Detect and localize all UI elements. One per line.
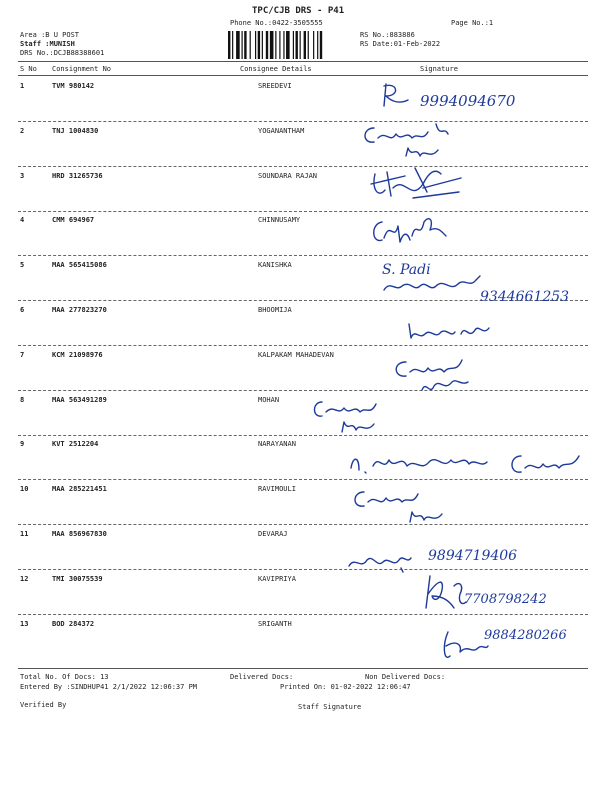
barcode-bar: [232, 31, 233, 59]
signature-scribble: [378, 80, 418, 114]
barcode-bar: [283, 31, 284, 59]
row-sno: 12: [20, 575, 29, 583]
staff: Staff :MUNISH: [20, 40, 75, 48]
row-consignment-no: MAA 563491289: [52, 396, 107, 404]
row-sno: 1: [20, 82, 25, 90]
entered-by: Entered By :SINDHUP41 2/1/2022 12:06:37 PM: [20, 683, 198, 691]
signature-scribble: [350, 486, 470, 528]
barcode-bar: [250, 31, 251, 59]
row-sno: 7: [20, 351, 25, 359]
barcode-bar: [279, 31, 280, 59]
barcode-bar: [242, 31, 243, 59]
row-sno: 5: [20, 261, 25, 269]
row-separator: [18, 435, 588, 436]
barcode-bar: [228, 31, 230, 59]
handwritten-signer-name: S. Padi: [382, 262, 431, 278]
barcode-bar: [304, 31, 306, 59]
signature-scribble: [365, 162, 475, 204]
row-separator: [18, 524, 588, 525]
col-consignee: Consignee Details: [240, 65, 312, 73]
rs-number: RS No.:883886: [360, 31, 415, 39]
row-consignee: KANISHKA: [258, 261, 292, 269]
row-consignee: SRIGANTH: [258, 620, 292, 628]
barcode-bar: [300, 31, 301, 59]
barcode-bar: [262, 31, 263, 59]
row-consignee: DEVARAJ: [258, 530, 288, 538]
barcode-bar: [244, 31, 246, 59]
row-consignee: KALPAKAM MAHADEVAN: [258, 351, 334, 359]
row-consignment-no: MAA 856967830: [52, 530, 107, 538]
barcode-bar: [293, 31, 294, 59]
row-separator: [18, 211, 588, 212]
total-docs: Total No. Of Docs: 13: [20, 673, 109, 681]
col-signature: Signature: [420, 65, 458, 73]
document-title: TPC/CJB DRS - P41: [252, 6, 345, 16]
row-sno: 10: [20, 485, 29, 493]
signature-scribble: [420, 572, 470, 616]
drs-number: DRS No.:DCJB88388601: [20, 49, 105, 57]
barcode-bar: [275, 31, 276, 59]
area: Area :B U POST: [20, 31, 80, 39]
row-consignment-no: TMI 30075539: [52, 575, 103, 583]
row-consignee: SOUNDARA RAJAN: [258, 172, 318, 180]
row-consignment-no: HRD 31265736: [52, 172, 103, 180]
handwritten-phone: 7708798242: [464, 592, 547, 607]
row-separator: [18, 569, 588, 570]
row-consignment-no: TVM 980142: [52, 82, 95, 90]
signature-scribble: [440, 626, 490, 666]
signature-scribble: [345, 444, 590, 484]
row-consignment-no: TNJ 1004830: [52, 127, 99, 135]
row-consignee: CHINNUSAMY: [258, 216, 301, 224]
row-sno: 6: [20, 306, 25, 314]
delivered-docs: Delivered Docs:: [230, 673, 294, 681]
handwritten-phone: 9994094670: [420, 92, 516, 110]
non-delivered-docs: Non Delivered Docs:: [365, 673, 446, 681]
row-sno: 11: [20, 530, 29, 538]
row-consignee: RAVIMOULI: [258, 485, 296, 493]
signature-scribble: [310, 396, 390, 440]
signature-scribble: [390, 352, 490, 404]
row-consignee: MOHAN: [258, 396, 280, 404]
row-consignment-no: KCM 21098976: [52, 351, 103, 359]
rs-date: RS Date:01-Feb-2022: [360, 40, 441, 48]
row-consignment-no: MAA 565415086: [52, 261, 107, 269]
row-separator: [18, 121, 588, 122]
col-sno: S No: [20, 65, 37, 73]
handwritten-phone: 9344661253: [480, 289, 570, 305]
barcode-bar: [317, 31, 318, 59]
barcode-bar: [266, 31, 268, 59]
header-top-rule: [18, 61, 588, 62]
row-consignee: SREEDEVI: [258, 82, 292, 90]
row-consignee: NARAYANAN: [258, 440, 296, 448]
row-sno: 13: [20, 620, 29, 628]
verified-by: Verified By: [20, 701, 67, 709]
row-consignment-no: MAA 285221451: [52, 485, 107, 493]
handwritten-phone: 9894719406: [428, 548, 518, 564]
barcode-bar: [258, 31, 260, 59]
row-consignment-no: KVT 2512204: [52, 440, 99, 448]
barcode-bar: [308, 31, 309, 59]
barcode-bar: [236, 31, 240, 59]
barcode-bar: [286, 31, 290, 59]
staff-signature: Staff Signature: [298, 703, 362, 711]
row-sno: 3: [20, 172, 25, 180]
row-sno: 9: [20, 440, 25, 448]
barcode-bar: [320, 31, 322, 59]
row-sno: 2: [20, 127, 25, 135]
phone-number: Phone No.:0422-3505555: [230, 19, 323, 27]
barcode-bar: [296, 31, 298, 59]
signature-scribble: [368, 212, 452, 252]
page-number: Page No.:1: [451, 19, 494, 27]
row-separator: [18, 345, 588, 346]
handwritten-phone: 9884280266: [484, 628, 567, 643]
row-consignee: YOGANANTHAM: [258, 127, 305, 135]
row-sno: 8: [20, 396, 25, 404]
footer-rule: [18, 668, 588, 669]
row-consignee: BHOOMIJA: [258, 306, 292, 314]
signature-scribble: [345, 546, 425, 576]
row-sno: 4: [20, 216, 25, 224]
row-separator: [18, 614, 588, 615]
row-consignment-no: MAA 277823270: [52, 306, 107, 314]
row-consignment-no: CMM 694967: [52, 216, 95, 224]
header-bottom-rule: [18, 75, 588, 76]
row-separator: [18, 255, 588, 256]
row-separator: [18, 390, 588, 391]
row-consignee: KAVIPRIYA: [258, 575, 296, 583]
row-separator: [18, 166, 588, 167]
barcode-bar: [255, 31, 256, 59]
row-consignment-no: BOD 284372: [52, 620, 95, 628]
col-consignment: Consignment No: [52, 65, 112, 73]
printed-on: Printed On: 01-02-2022 12:06:47: [280, 683, 411, 691]
signature-scribble: [405, 318, 495, 346]
barcode: [228, 31, 352, 59]
barcode-bar: [270, 31, 274, 59]
barcode-bar: [313, 31, 314, 59]
